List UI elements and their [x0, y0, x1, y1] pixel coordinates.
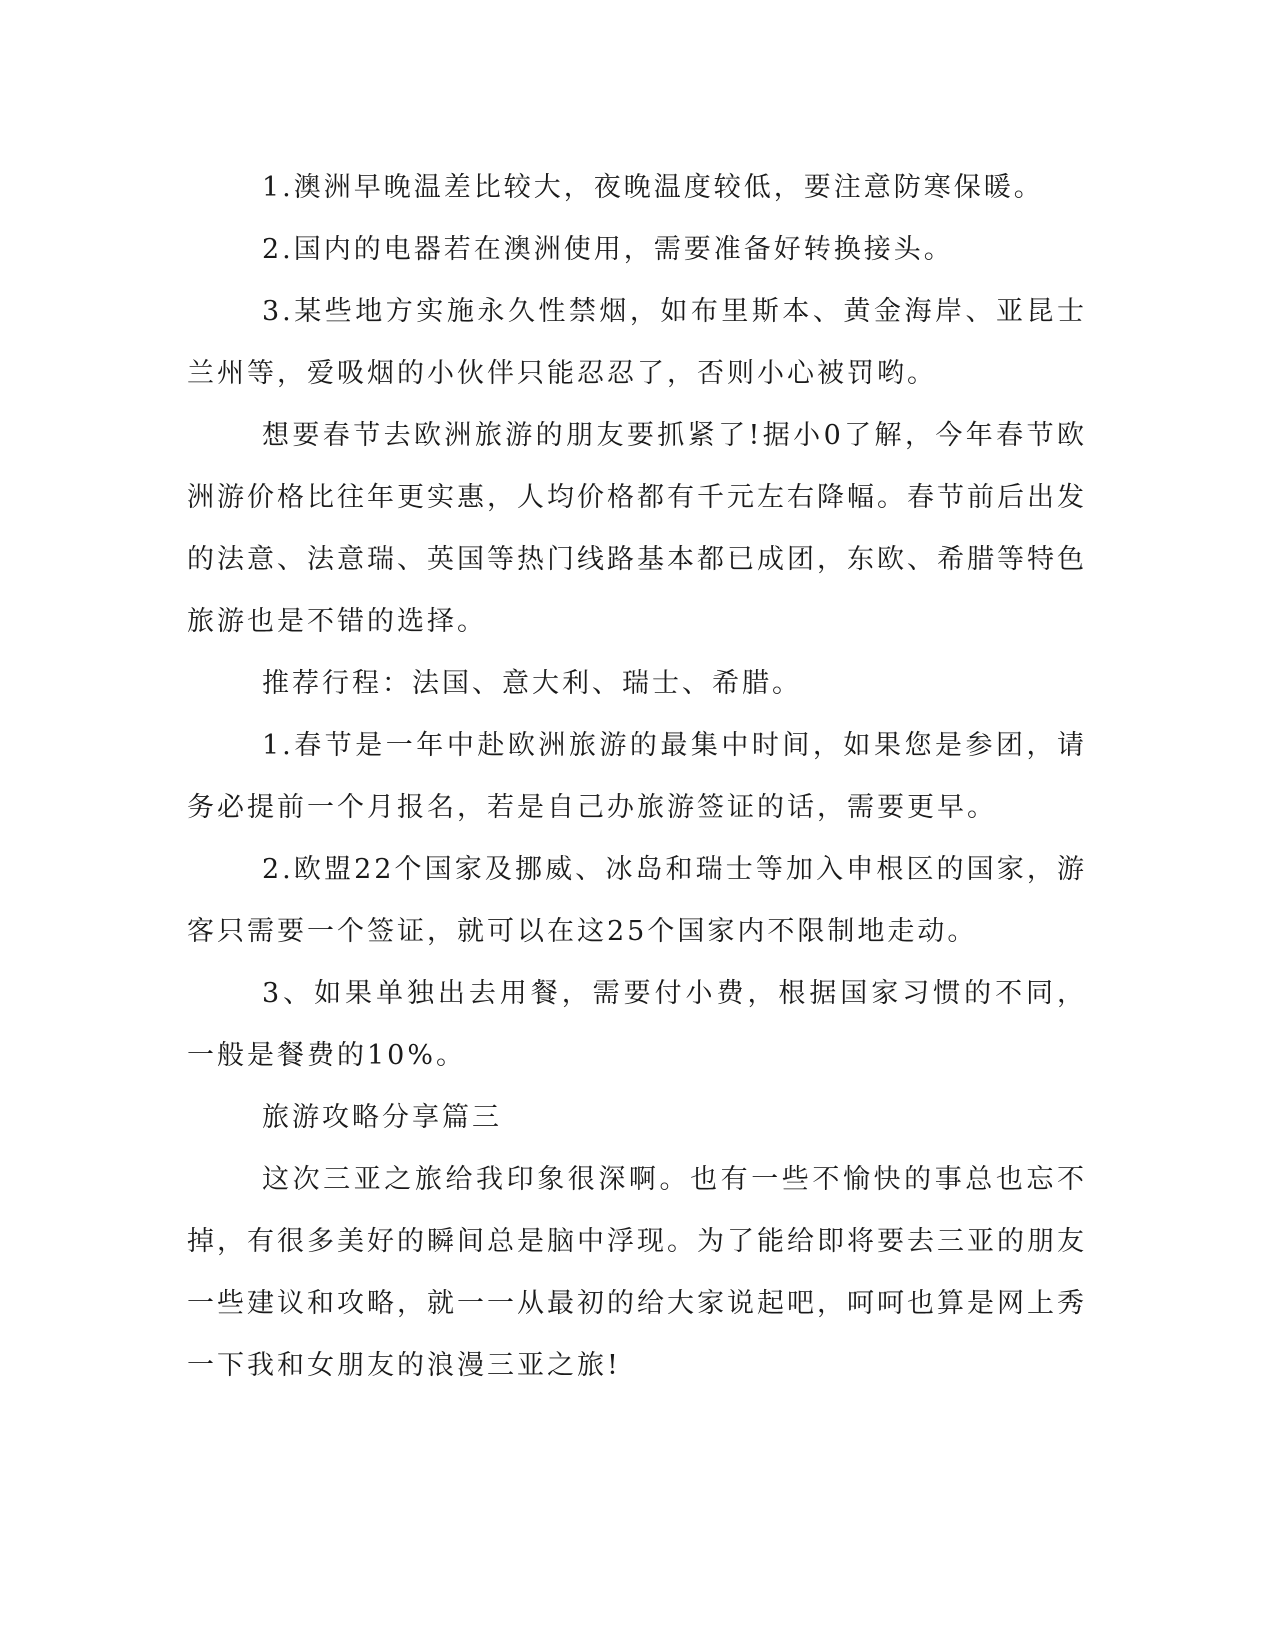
paragraph-australia-temperature: 1.澳洲早晚温差比较大，夜晚温度较低，要注意防寒保暖。 — [262, 172, 1044, 203]
section-heading-part-three: 旅游攻略分享篇三 — [262, 1102, 502, 1133]
paragraph-europe-schengen: 2.欧盟22个国家及挪威、冰岛和瑞士等加入申根区的国家，游客只需要一个签证，就可以在这25个国家内不限制地走动。 — [187, 854, 1087, 947]
document-body — [187, 157, 1087, 1397]
paragraph-europe-intro: 想要春节去欧洲旅游的朋友要抓紧了!据小0了解，今年春节欧洲游价格比往年更实惠，人均价格都有千元左右降幅。春节前后出发的法意、法意瑞、英国等热门线路基本都已成团，东欧、希腊等特色旅游也是不错的选择。 — [187, 420, 1087, 637]
paragraph-europe-itinerary: 推荐行程：法国、意大利、瑞士、希腊。 — [262, 668, 802, 699]
paragraph-europe-registration: 1.春节是一年中赴欧洲旅游的最集中时间，如果您是参团，请务必提前一个月报名，若是自己办旅游签证的话，需要更早。 — [187, 730, 1087, 823]
paragraph-sanya-trip: 这次三亚之旅给我印象很深啊。也有一些不愉快的事总也忘不掉，有很多美好的瞬间总是脑中浮现。为了能给即将要去三亚的朋友一些建议和攻略，就一一从最初的给大家说起吧，呵呵也算是网上秀一下我和女朋友的浪漫三亚之旅! — [187, 1164, 1087, 1381]
paragraph-australia-adapter: 2.国内的电器若在澳洲使用，需要准备好转换接头。 — [262, 234, 954, 265]
paragraph-australia-smoking: 3.某些地方实施永久性禁烟，如布里斯本、黄金海岸、亚昆士兰州等，爱吸烟的小伙伴只能忍忍了，否则小心被罚哟。 — [187, 296, 1087, 389]
paragraph-europe-tipping: 3、如果单独出去用餐，需要付小费，根据国家习惯的不同，一般是餐费的10%。 — [187, 978, 1087, 1071]
